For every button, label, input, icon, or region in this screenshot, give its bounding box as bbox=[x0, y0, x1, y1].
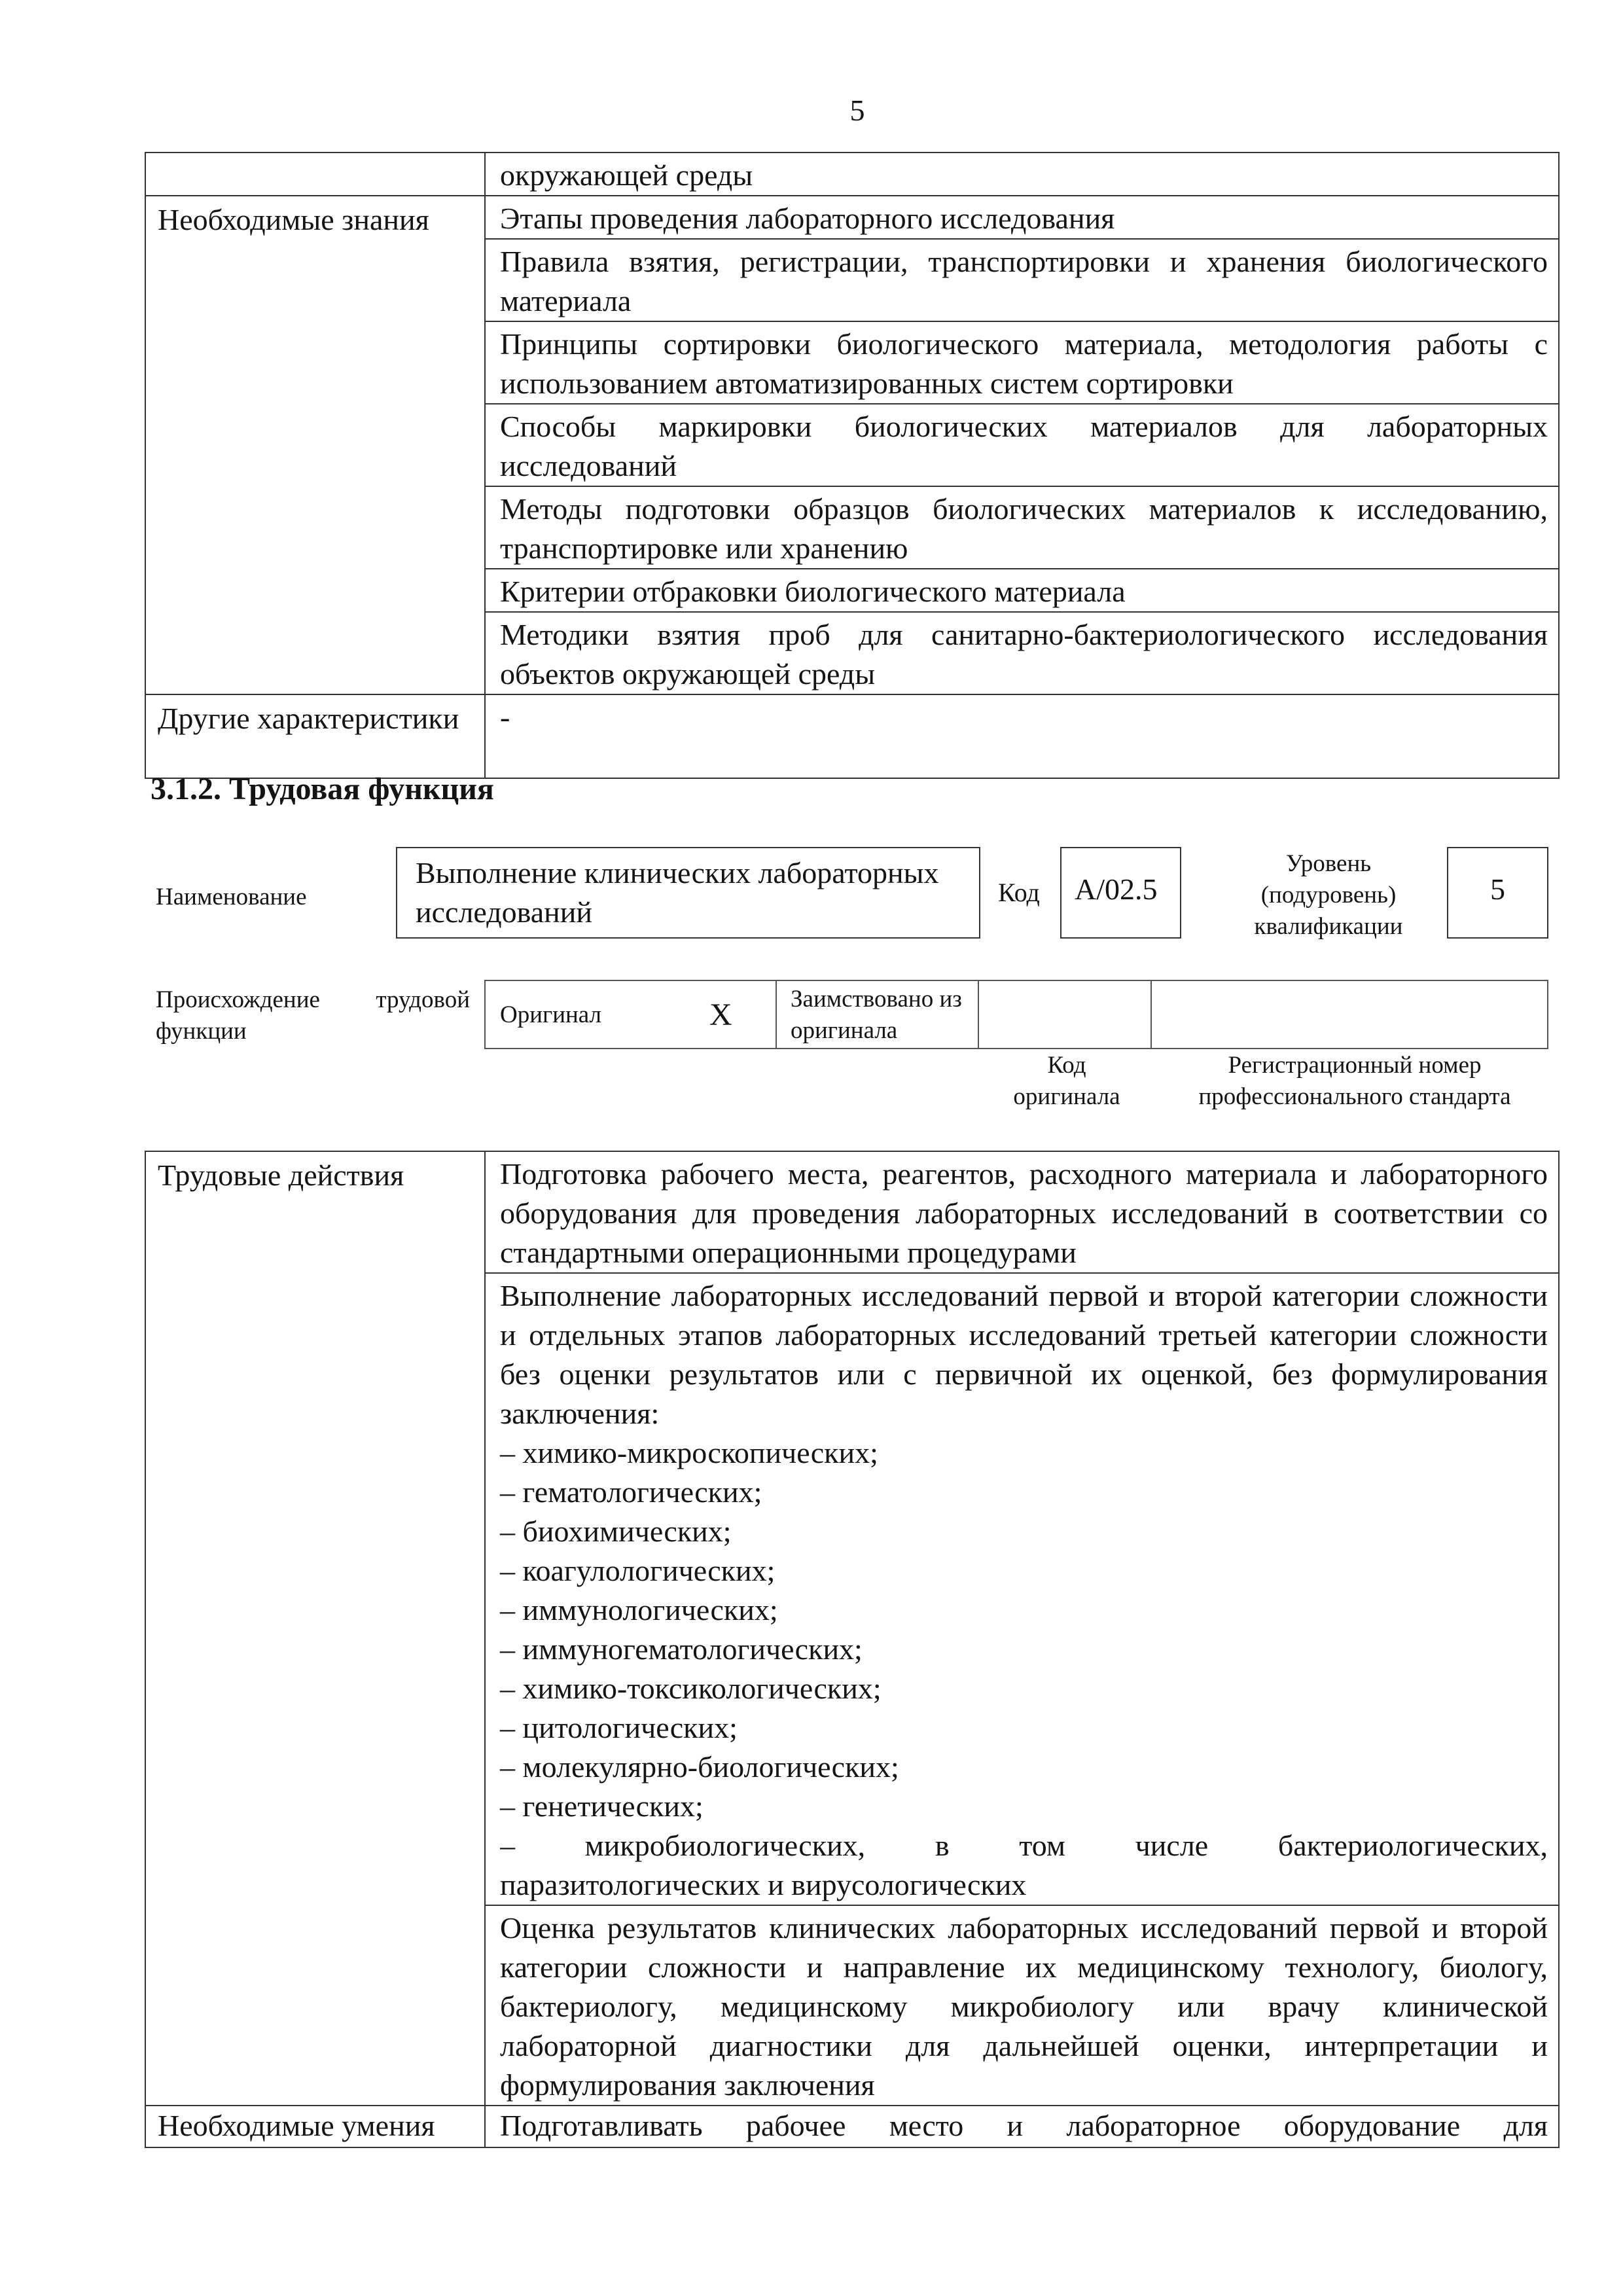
list-item: – биохимических; bbox=[500, 1515, 732, 1548]
knowledge-label: Необходимые знания bbox=[145, 196, 485, 694]
table-row bbox=[145, 2106, 1559, 2147]
level-box bbox=[1447, 847, 1548, 939]
function-name-value: Выполнение клинических лабораторных исследований bbox=[416, 856, 939, 929]
function-name-box bbox=[396, 847, 980, 939]
reg-caption: Регистрационный номер профессионального стандарта bbox=[1198, 1052, 1511, 1110]
section-title: 3.1.2. Трудовая функция bbox=[151, 772, 494, 806]
code-caption: Код оригинала bbox=[1013, 1052, 1120, 1110]
table-row bbox=[145, 694, 1559, 778]
list-item: – цитологических; bbox=[500, 1711, 738, 1744]
table-row bbox=[145, 196, 1559, 239]
code-value: А/02.5 bbox=[1075, 872, 1158, 906]
list-item: – иммуногематологических; bbox=[500, 1632, 863, 1666]
knowledge-table bbox=[145, 152, 1560, 779]
table-row bbox=[145, 152, 1559, 196]
other-characteristics-value: - bbox=[500, 700, 510, 734]
knowledge-item: Методики взятия проб для санитарно-бактериологического исследования объектов окружающей среды bbox=[500, 618, 1548, 691]
knowledge-item: Критерии отбраковки биологического материала bbox=[500, 575, 1126, 608]
list-item: – химико-токсикологических; bbox=[500, 1672, 882, 1705]
list-item: – коагулологических; bbox=[500, 1554, 776, 1587]
knowledge-item: Правила взятия, регистрации, транспортировки и хранения биологического материала bbox=[500, 245, 1548, 317]
other-characteristics-label: Другие характеристики bbox=[145, 694, 485, 778]
list-item: – химико-микроскопических; bbox=[500, 1436, 878, 1469]
skills-item: Подготавливать рабочее место и лабораторное оборудование для bbox=[500, 2109, 1548, 2142]
list-item-continuation: паразитологических и вирусологических bbox=[500, 1868, 1027, 1901]
action-item: Подготовка рабочего места, реагентов, расходного материала и лабораторного оборудования для проведения лабораторных исследований в соответствии со стандартными операционными процедурами bbox=[500, 1157, 1548, 1269]
original-mark: Х bbox=[709, 997, 732, 1032]
code-box bbox=[1060, 847, 1181, 939]
name-label: Наименование bbox=[156, 884, 307, 910]
action-item: Оценка результатов клинических лабораторных исследований первой и второй категории сложности и направление их медицинскому технологу, биологу, бактериологу, медицинскому микробиологу или врачу клинической лабораторной диагностики для дальнейшей оценки, интерпретации и формулирования заключения bbox=[500, 1911, 1548, 2102]
knowledge-item: Принципы сортировки биологического материала, методология работы с использованием автоматизированных систем сортировки bbox=[500, 327, 1548, 400]
labor-actions-table bbox=[145, 1151, 1560, 2148]
continuation-text: окружающей среды bbox=[500, 158, 753, 192]
code-label: Код bbox=[998, 878, 1040, 907]
knowledge-item: Этапы проведения лабораторного исследования bbox=[500, 202, 1115, 235]
page-number: 5 bbox=[849, 94, 865, 127]
knowledge-item: Методы подготовки образцов биологических материалов к исследованию, транспортировке или хранению bbox=[500, 492, 1548, 565]
action-item: Выполнение лабораторных исследований первой и второй категории сложности и отдельных этапов лабораторных исследований третьей категории сложности без оценки результатов или с первичной их оценкой, без формулирования заключения: bbox=[500, 1279, 1548, 1430]
knowledge-item: Способы маркировки биологических материалов для лабораторных исследований bbox=[500, 410, 1548, 482]
origin-label: Происхождение трудовой функции bbox=[156, 986, 470, 1045]
list-item: – генетических; bbox=[500, 1789, 704, 1823]
borrowed-label: Заимствовано из оригинала bbox=[791, 986, 962, 1044]
list-item: – иммунологических; bbox=[500, 1593, 778, 1626]
actions-label: Трудовые действия bbox=[145, 1151, 485, 2106]
original-label: Оригинал bbox=[500, 1001, 602, 1028]
origin-table bbox=[484, 980, 1548, 1049]
list-item: – микробиологических, в том числе бактериологических, bbox=[500, 1829, 1548, 1862]
list-item: – гематологических; bbox=[500, 1475, 762, 1509]
level-value: 5 bbox=[1490, 872, 1505, 906]
level-label: Уровень (подуровень) квалификации bbox=[1254, 850, 1403, 940]
skills-label: Необходимые умения bbox=[145, 2106, 485, 2147]
table-row bbox=[145, 1151, 1559, 1273]
list-item: – молекулярно-биологических; bbox=[500, 1750, 899, 1784]
